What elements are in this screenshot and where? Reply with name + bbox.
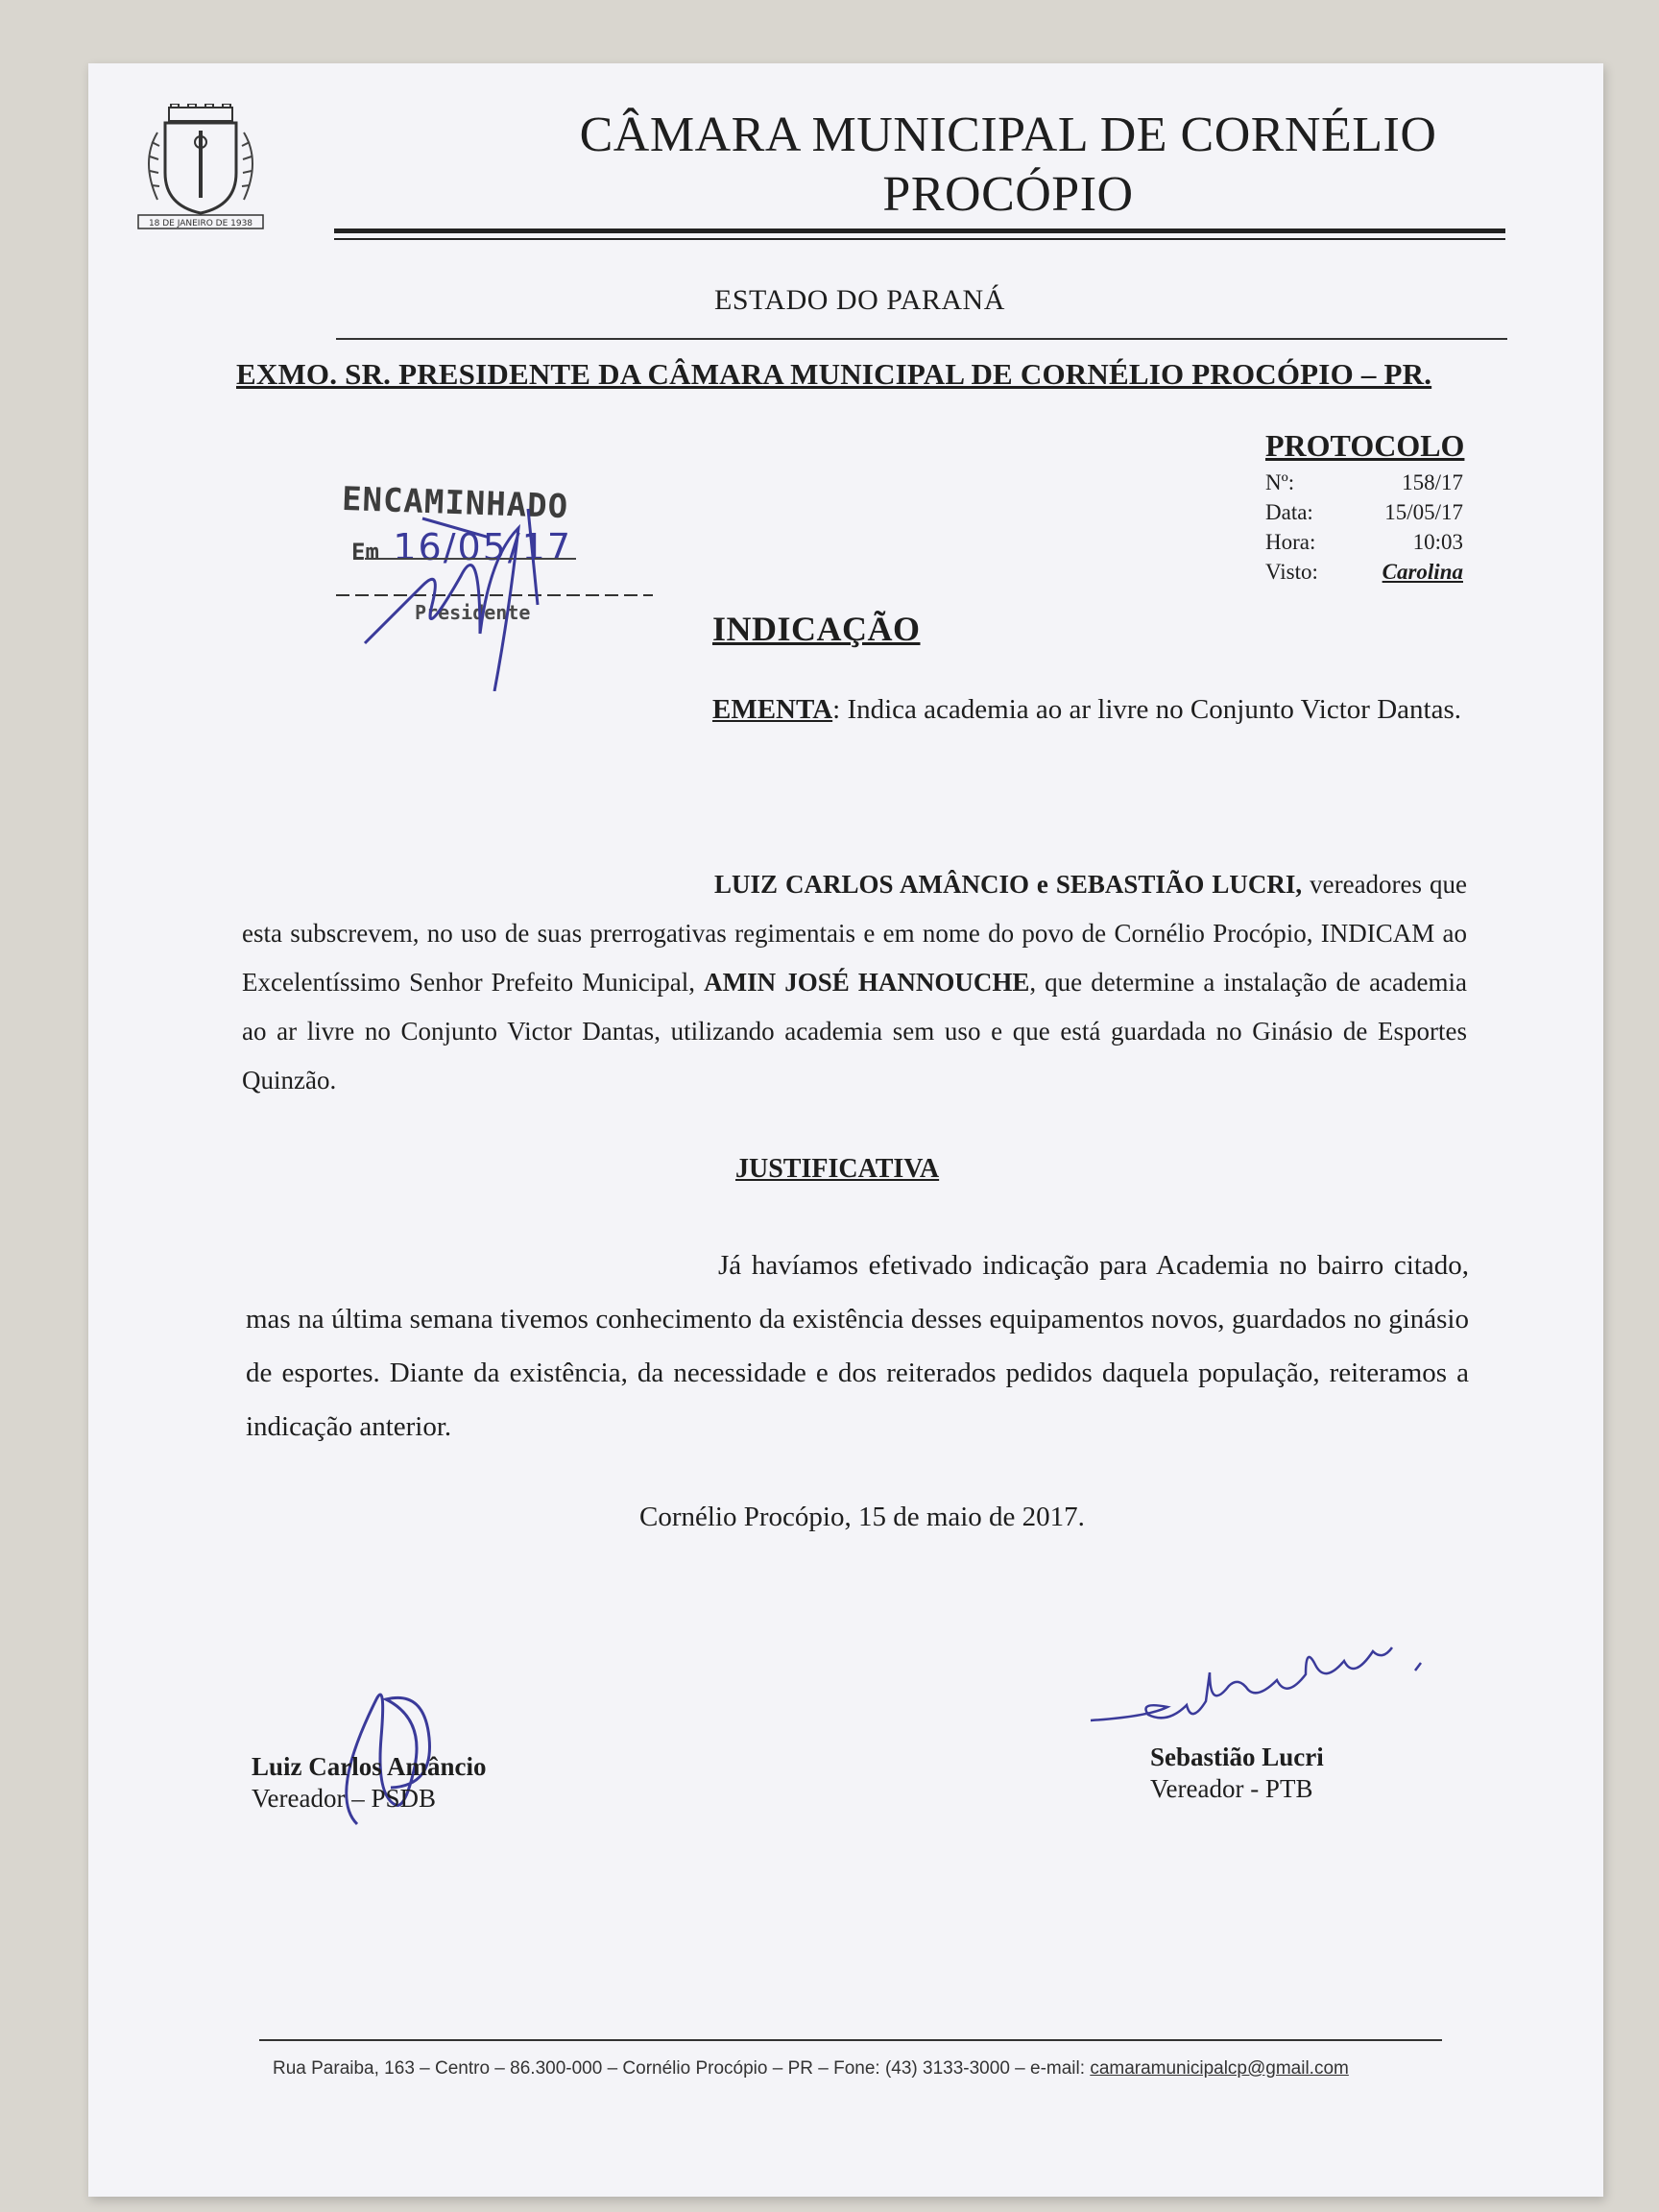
protocol-date: 15/05/17 <box>1384 500 1463 524</box>
signer-name: Sebastião Lucri <box>1150 1743 1324 1771</box>
chamber-title: CÂMARA MUNICIPAL DE CORNÉLIO PROCÓPIO <box>579 108 1437 222</box>
protocol-title: PROTOCOLO <box>1265 428 1465 463</box>
councillor-names: LUIZ CARLOS AMÂNCIO e SEBASTIÃO LUCRI, <box>714 870 1303 899</box>
protocol-time-label: Hora: <box>1265 530 1316 554</box>
svg-text:18 DE JANEIRO DE 1938: 18 DE JANEIRO DE 1938 <box>148 219 253 228</box>
document-heading: INDICAÇÃO <box>712 610 921 648</box>
ementa-text: : Indica academia ao ar livre no Conjunto Victor Dantas. <box>832 694 1461 725</box>
protocol-date-label: Data: <box>1265 500 1313 524</box>
justification-heading: JUSTIFICATIVA <box>735 1154 940 1184</box>
indication-paragraph <box>242 860 1467 1105</box>
title-rule-thin <box>334 238 1505 240</box>
ementa-paragraph <box>712 691 1467 728</box>
footer-email-link[interactable]: camaramunicipalcp@gmail.com <box>1090 2058 1349 2079</box>
stamp-signature <box>326 480 662 691</box>
title-rule <box>334 228 1505 233</box>
footer-rule <box>259 2039 1442 2041</box>
protocol-time: 10:03 <box>1412 530 1463 554</box>
protocol-number-row <box>1265 468 1463 497</box>
protocol-visto-row <box>1265 557 1463 587</box>
protocol-number-label: Nº: <box>1265 470 1295 494</box>
protocol-visto-label: Visto: <box>1265 560 1318 584</box>
indication-text-b: , que determine a instalação de academia ao ar livre no Conjunto Victor Dantas, utilizando academia sem uso e que está guardada no Ginásio de Esportes Quinzão. <box>242 968 1467 1094</box>
mayor-name: AMIN JOSÉ HANNOUCHE <box>704 968 1030 997</box>
signer-block-sebastiao <box>1150 1742 1324 1805</box>
signer-role: Vereador – PSDB <box>252 1784 436 1813</box>
footer-address <box>273 2058 1349 2080</box>
addressee-line: EXMO. SR. PRESIDENTE DA CÂMARA MUNICIPAL DE CORNÉLIO PROCÓPIO – PR. <box>236 357 1432 391</box>
date-line: Cornélio Procópio, 15 de maio de 2017. <box>639 1502 1085 1532</box>
municipal-crest-logo <box>129 104 273 238</box>
footer-address-text: Rua Paraiba, 163 – Centro – 86.300-000 – Cornélio Procópio – PR – Fone: (43) 3133-3000 – e-mail: <box>273 2058 1091 2079</box>
protocol-box <box>1265 428 1463 587</box>
signer-block-luiz <box>252 1751 487 1815</box>
protocol-visto: Carolina <box>1382 560 1463 584</box>
protocol-time-row <box>1265 527 1463 557</box>
ementa-label: EMENTA <box>712 694 833 725</box>
justification-paragraph: Já havíamos efetivado indicação para Academia no bairro citado, mas na última semana tivemos conhecimento da existência desses equipamentos novos, guardados no ginásio de esportes. Diante da existência, da necessidade e dos reiterados pedidos daquela população, reiteramos a indicação anterior. <box>246 1250 1469 1442</box>
indication-text-a: vereadores que esta subscrevem, no uso de suas prerrogativas regimentais e em nome do povo de Cornélio Procópio, INDICAM ao Excelentíssimo Senhor Prefeito Municipal, <box>242 870 1467 997</box>
stamp-president-label: Presidente <box>415 601 531 624</box>
stamp-em: Em <box>351 539 379 565</box>
signer-role: Vereador - PTB <box>1150 1774 1313 1803</box>
signer-name: Luiz Carlos Amâncio <box>252 1752 487 1781</box>
protocol-date-row <box>1265 497 1463 527</box>
state-label: ESTADO DO PARANÁ <box>714 284 1005 316</box>
state-rule <box>336 338 1507 340</box>
forwarded-stamp-text: ENCAMINHADO <box>341 479 569 527</box>
protocol-number: 158/17 <box>1402 470 1463 494</box>
stamp-date: 16/05/17 <box>393 526 573 568</box>
